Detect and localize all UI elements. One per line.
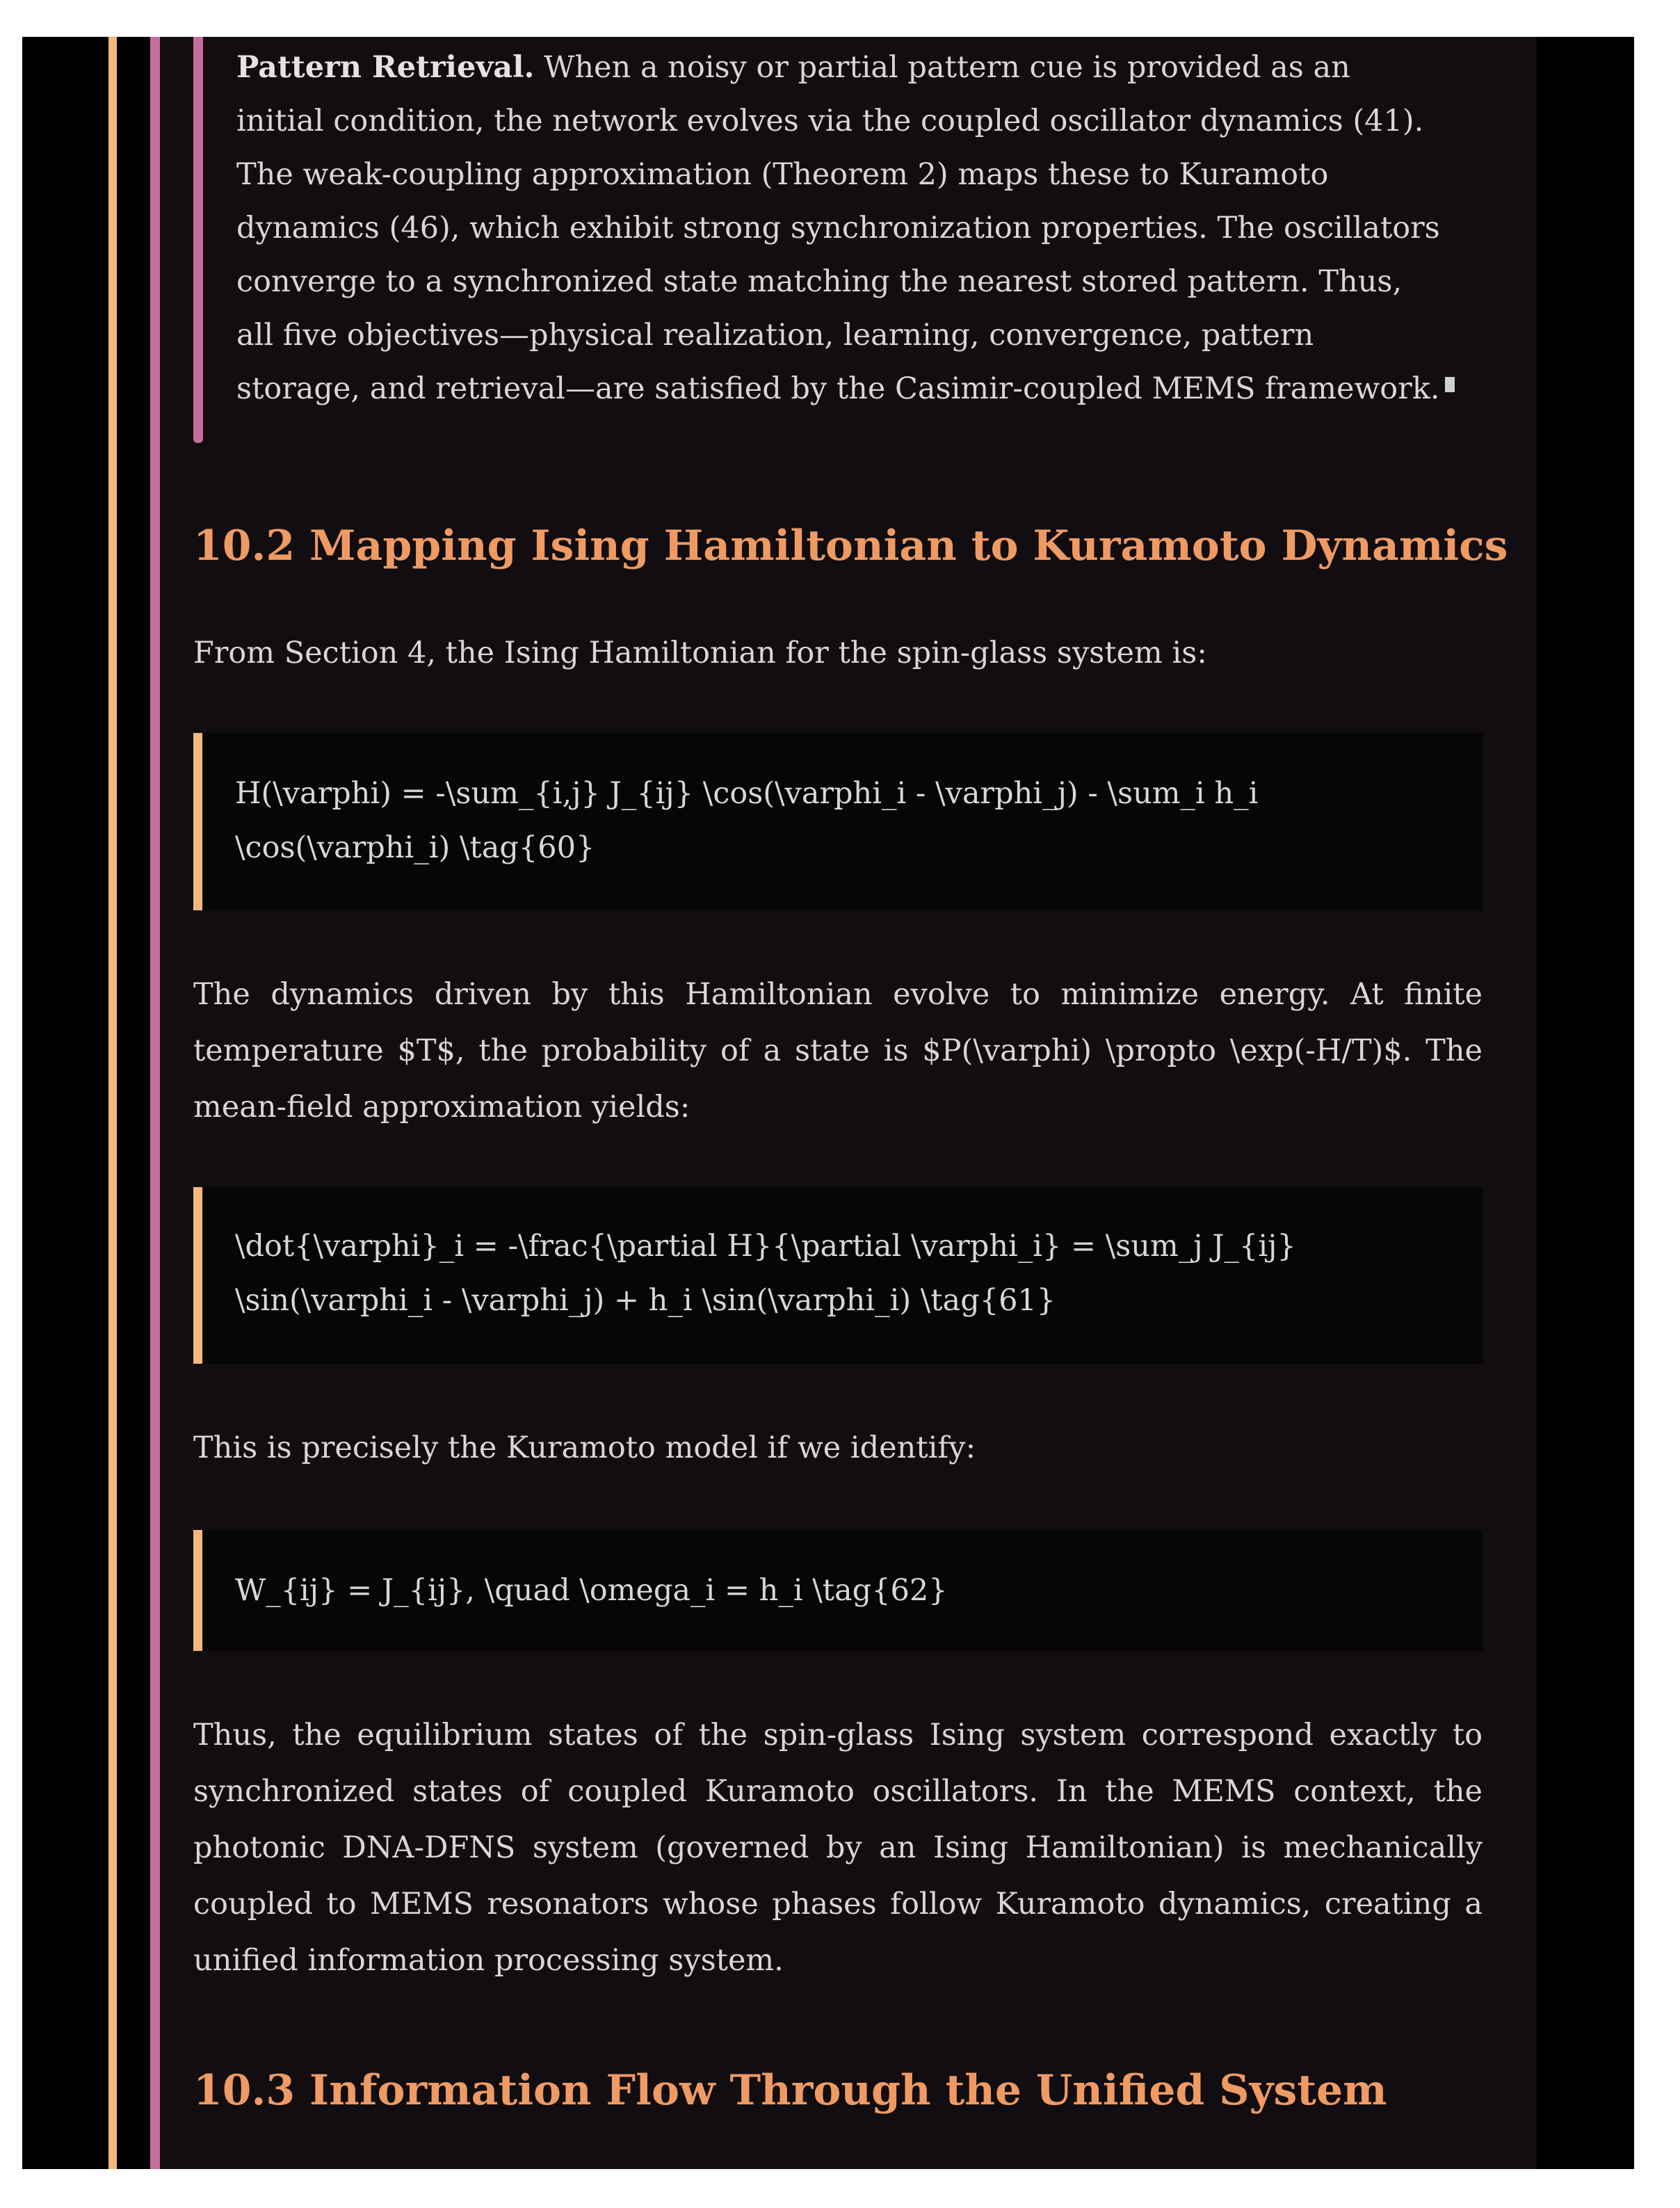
callout-lead: Pattern Retrieval.: [236, 50, 535, 85]
equation-block-61: [193, 1187, 1483, 1364]
proof-callout: [193, 37, 1483, 443]
callout-text: [236, 41, 1446, 416]
page-frame: [22, 37, 1634, 2169]
equation-61: \dot{\varphi}_i = -\frac{\partial H}{\partial \varphi_i} = \sum_j J_{ij} \sin(\varphi_i - \varphi_j) + h_i \sin(\varphi_i) \tag{61}: [235, 1229, 1296, 1318]
callout-accent-bar: [193, 37, 203, 443]
callout-body: When a noisy or partial pattern cue is provided as an initial condition, the network evolves via the coupled oscillator dynamics (41). The weak-coupling approximation (Theorem 2) maps these to Kuramoto dynamics (46), which exhibit strong synchronization properties. The oscillators converge to a synchronized state matching the nearest stored pattern. Thus, all five objectives—physical realization, learning, convergence, pattern storage, and retrieval—are satisfied by the Casimir-coupled MEMS framework.: [236, 50, 1440, 406]
section-10-2-paragraph-4: Thus, the equilibrium states of the spin-glass Ising system correspond exactly to synchronized states of coupled Kuramoto oscillators. In the MEMS context, the photonic DNA-DFNS system (governed by an Ising Hamiltonian) is mechanically coupled to MEMS resonators whose phases follow Kuramoto dynamics, creating a unified information processing system.: [193, 1718, 1483, 1978]
section-heading-10-3: 10.3 Information Flow Through the Unified System: [193, 2066, 1387, 2115]
equation-60: H(\varphi) = -\sum_{i,j} J_{ij} \cos(\varphi_i - \varphi_j) - \sum_i h_i \cos(\varphi_i) \tag{60}: [235, 776, 1259, 865]
section-10-2-paragraph-3: This is precisely the Kuramoto model if we identify:: [193, 1431, 976, 1465]
equation-block-62: [193, 1530, 1483, 1651]
equation-accent-bar: [193, 1187, 202, 1364]
equation-accent-bar: [193, 1530, 202, 1651]
section-10-2-paragraph-2: The dynamics driven by this Hamiltonian evolve to minimize energy. At finite temperature $T$, the probability of a state is $P(\varphi) \propto \exp(-H/T)$. The mean-field approximation yields:: [193, 977, 1483, 1125]
left-accent-rail-pink: [150, 37, 160, 2169]
left-accent-rail-orange: [108, 37, 117, 2169]
equation-accent-bar: [193, 733, 202, 910]
equation-62: W_{ij} = J_{ij}, \quad \omega_i = h_i \tag{62}: [235, 1573, 948, 1608]
section-10-2-intro: From Section 4, the Ising Hamiltonian for the spin-glass system is:: [193, 636, 1207, 670]
qed-square-icon: [1445, 377, 1455, 392]
section-heading-10-2: 10.2 Mapping Ising Hamiltonian to Kuramoto Dynamics: [193, 522, 1508, 570]
equation-block-60: [193, 733, 1483, 910]
